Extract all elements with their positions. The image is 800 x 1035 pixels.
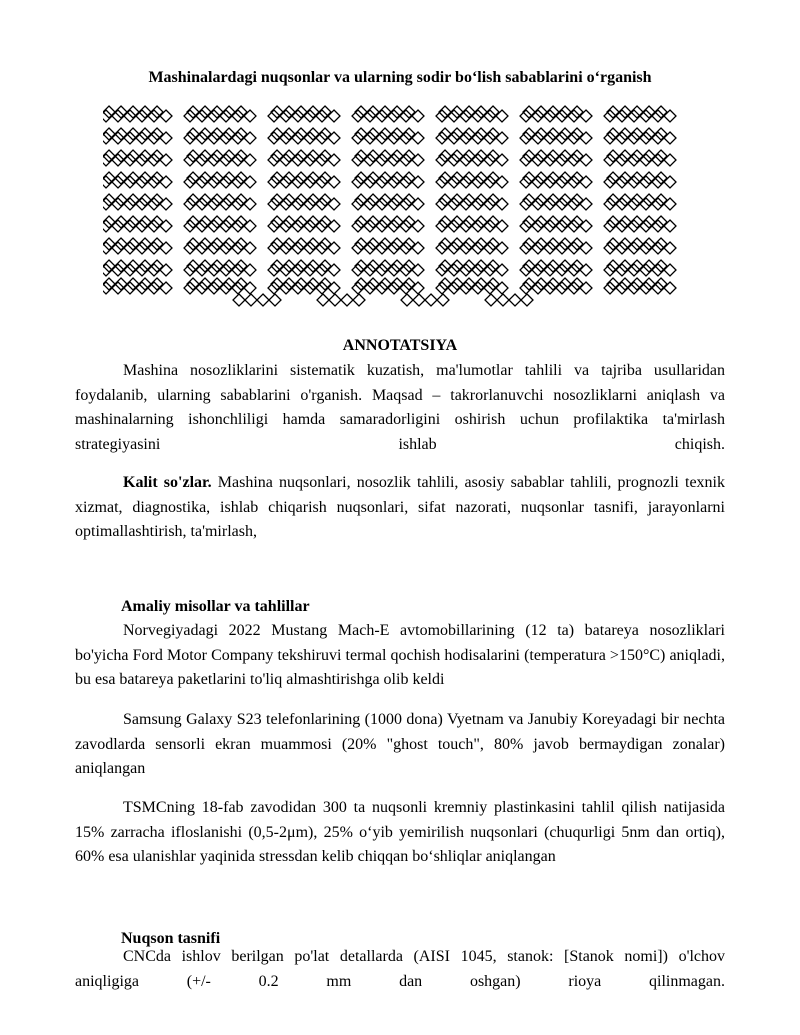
classification-heading: Nuqson tasnifi — [121, 930, 221, 947]
document-title: Mashinalardagi nuqsonlar va ularning sodir bo‘lish sabablarini o‘rganish — [148, 69, 652, 86]
classification-paragraph: CNCda ishlov berilgan po'lat detallarda (AISI 1045, stanok: [Stanok nomi]) o'lchov aniqligiga (+/- 0.2 mm dan oshgan) rioya qilinmagan. — [75, 948, 725, 990]
keywords-label: Kalit so'zlar. — [123, 474, 212, 491]
keywords-text: Mashina nuqsonlari, nosozlik tahlili, asosiy sabablar tahlili, prognozli texnik xizmat, diagnostika, ishlab chiqarish nuqsonlari, sifat nazorati, nuqsonlar tasnifi, jarayonlarni optimallashtirish, ta'mirlash, — [75, 474, 726, 540]
annotation-paragraph: Mashina nosozliklarini sistematik kuzatish, ma'lumotlar tahlili va tajriba usullaridan foydalanib, ularning sabablarini o'rganish. Maqsad – takrorlanuvchi nosozliklarni aniqlash va mashinalarning ishonchliligi hamda samaradorligini oshirish uchun profilaktika ta'mirlash strategiyasini ishlab chiqish. — [75, 362, 725, 453]
practical-paragraph-1: Norvegiyadagi 2022 Mustang Mach-E avtomobillarining (12 ta) batareya nosozliklari bo'yicha Ford Motor Company tekshiruvi termal qochish hodisalarini (temperatura >150°C) aniqladi, bu esa batareya paketlarini to'liq almashtirishga olib keldi — [75, 622, 725, 688]
practical-heading: Amaliy misollar va tahlillar — [121, 598, 310, 615]
practical-paragraph-3: TSMCning 18-fab zavodidan 300 ta nuqsonli kremniy plastinkasini tahlil qilish natijasida 15% zarracha ifloslanishi (0,5-2μm), 25% o‘yib yemirilish nuqsonlari (chuqurligi 5nm dan ortiq), 60% esa ulanishlar yaqinida stressdan kelib chiqqan bo‘shliqlar aniqlangan — [75, 799, 725, 865]
decorative-diamond-pattern — [103, 104, 703, 314]
practical-paragraph-2: Samsung Galaxy S23 telefonlarining (1000 dona) Vyetnam va Janubiy Koreyadagi bir nechta zavodlarda sensorli ekran muammosi (20% "ghost touch", 80% javob bermaydigan zonalar) aniqlangan — [75, 711, 725, 777]
keywords-paragraph — [75, 471, 725, 545]
annotation-heading: ANNOTATSIYA — [342, 337, 458, 354]
